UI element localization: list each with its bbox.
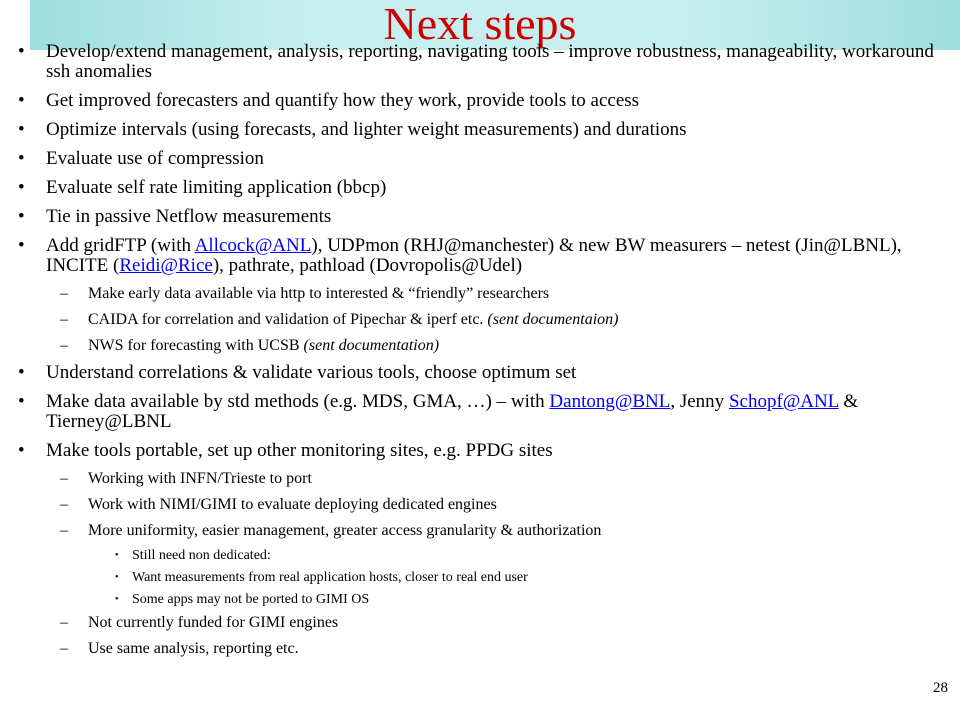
sub-sub-bullet-text: Some apps may not be ported to GIMI OS — [132, 592, 370, 607]
bullet-marker: • — [18, 206, 25, 227]
bullet-marker: • — [18, 177, 25, 198]
dash-marker: – — [60, 337, 68, 354]
bullet-marker: • — [115, 594, 119, 605]
bullet-marker: • — [18, 362, 25, 383]
sub-bullet-text: Make early data available via http to interested & “friendly” researchers — [88, 285, 550, 302]
bullet-list — [0, 42, 960, 666]
bullet-text: Add gridFTP (with Allcock@ANL), UDPmon (RHJ@manchester) & new BW measurers – netest (Jin@LBNL), INCITE (Reidi@Rice), pathrate, pathload (Dovropolis@Udel) — [46, 235, 902, 276]
sub-bullet-item — [0, 337, 960, 355]
bullet-text: Make data available by std methods (e.g. MDS, GMA, …) – with Dantong@BNL, Jenny Schopf@ANL & Tierney@LBNL — [46, 391, 859, 432]
reidi-link[interactable]: Reidi@Rice — [119, 255, 213, 276]
sub-bullet-text: Work with NIMI/GIMI to evaluate deploying dedicated engines — [88, 496, 497, 513]
bullet-item — [0, 120, 960, 140]
bullet-item — [0, 236, 960, 276]
sub-sub-bullet-item — [0, 548, 960, 564]
dantong-link[interactable]: Dantong@BNL — [549, 391, 671, 412]
sub-bullet-item — [0, 522, 960, 540]
bullet-marker: • — [18, 235, 25, 256]
sub-bullet-item — [0, 285, 960, 303]
sub-bullet-item — [0, 496, 960, 514]
sub-bullet-text: Use same analysis, reporting etc. — [88, 640, 299, 657]
bullet-item — [0, 178, 960, 198]
bullet-item — [0, 149, 960, 169]
sub-bullet-item — [0, 470, 960, 488]
bullet-marker: • — [18, 41, 25, 62]
sub-sub-bullet-item — [0, 592, 960, 608]
bullet-text: Get improved forecasters and quantify how they work, provide tools to access — [46, 90, 640, 111]
schopf-link[interactable]: Schopf@ANL — [728, 391, 839, 412]
sub-bullet-item — [0, 311, 960, 329]
dash-marker: – — [60, 311, 68, 328]
sub-sub-bullet-text: Still need non dedicated: — [132, 548, 271, 563]
bullet-text: Evaluate use of compression — [46, 148, 264, 169]
bullet-item — [0, 207, 960, 227]
dash-marker: – — [60, 470, 68, 487]
sub-bullet-item — [0, 640, 960, 658]
sub-sub-bullet-item — [0, 570, 960, 586]
bullet-text: Understand correlations & validate various tools, choose optimum set — [46, 362, 577, 383]
bullet-marker: • — [18, 90, 25, 111]
dash-marker: – — [60, 640, 68, 657]
bullet-marker: • — [18, 440, 25, 461]
bullet-text: Develop/extend management, analysis, reporting, navigating tools – improve robustness, manageability, workaround ssh anomalies — [46, 41, 934, 82]
bullet-item — [0, 441, 960, 461]
bullet-text: Evaluate self rate limiting application (bbcp) — [46, 177, 387, 198]
dash-marker: – — [60, 285, 68, 302]
bullet-item — [0, 363, 960, 383]
bullet-item — [0, 392, 960, 432]
sub-bullet-text: More uniformity, easier management, greater access granularity & authorization — [88, 522, 602, 539]
bullet-item — [0, 42, 960, 82]
bullet-marker: • — [18, 148, 25, 169]
bullet-marker: • — [115, 550, 119, 561]
sub-sub-bullet-text: Want measurements from real application hosts, closer to real end user — [132, 570, 528, 585]
bullet-text: Tie in passive Netflow measurements — [46, 206, 332, 227]
allcock-link[interactable]: Allcock@ANL — [194, 235, 312, 256]
sub-bullet-item — [0, 614, 960, 632]
bullet-text: Optimize intervals (using forecasts, and lighter weight measurements) and durations — [46, 119, 687, 140]
sub-bullet-text: Not currently funded for GIMI engines — [88, 614, 339, 631]
bullet-marker: • — [115, 572, 119, 583]
bullet-text: Make tools portable, set up other monitoring sites, e.g. PPDG sites — [46, 440, 553, 461]
bullet-marker: • — [18, 119, 25, 140]
dash-marker: – — [60, 614, 68, 631]
page-number: 28 — [933, 680, 948, 696]
sub-bullet-text: NWS for forecasting with UCSB (sent documentation) — [88, 337, 440, 354]
dash-marker: – — [60, 496, 68, 513]
slide-title: Next steps — [383, 0, 577, 49]
bullet-marker: • — [18, 391, 25, 412]
sub-bullet-text: Working with INFN/Trieste to port — [88, 470, 312, 487]
dash-marker: – — [60, 522, 68, 539]
bullet-item — [0, 91, 960, 111]
sub-bullet-text: CAIDA for correlation and validation of Pipechar & iperf etc. (sent documentaion) — [88, 311, 619, 328]
